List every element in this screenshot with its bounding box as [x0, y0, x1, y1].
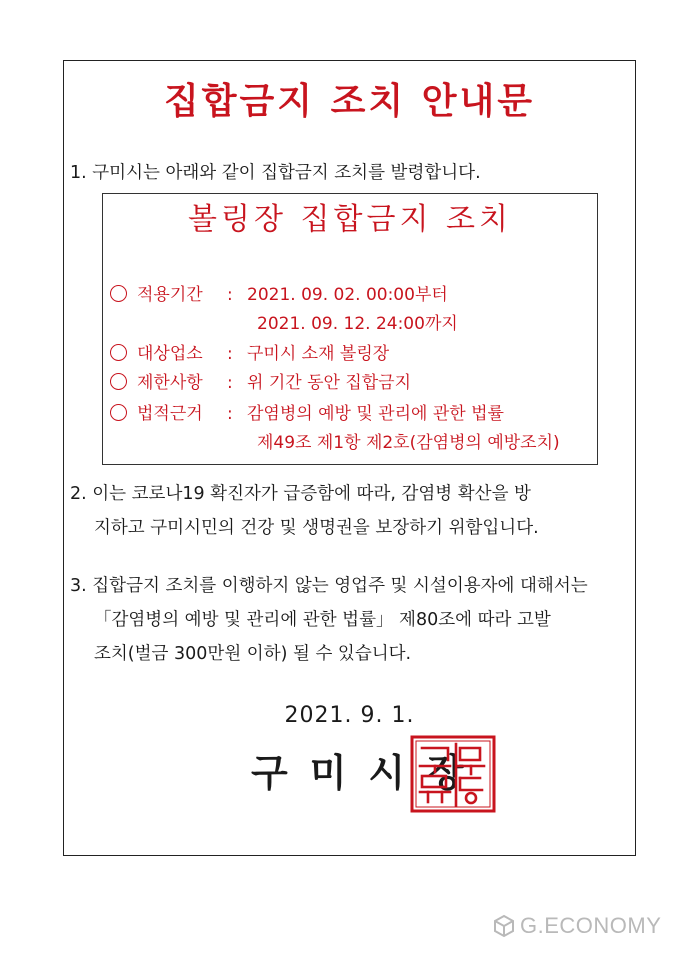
item-separator: :: [227, 404, 233, 424]
notice-box-title: 볼링장 집합금지 조치: [188, 202, 512, 237]
notice-item-legal-basis: [110, 400, 504, 428]
issuer-name: 구미시장: [251, 751, 486, 795]
item-label: 대상업소: [137, 344, 203, 364]
notice-item-target: [110, 340, 389, 368]
document-title: 집합금지 조치 안내문: [163, 81, 536, 122]
item-separator: :: [227, 344, 233, 364]
item-label: 법적근거: [137, 404, 203, 424]
paragraph-line: 조치(벌금 300만원 이하) 될 수 있습니다.: [94, 644, 412, 664]
item-value: 구미시 소재 볼링장: [247, 344, 390, 364]
watermark: [492, 913, 661, 939]
circle-bullet-icon: [110, 404, 127, 421]
paragraph-3: [70, 569, 588, 671]
item-value: 감염병의 예방 및 관리에 관한 법률: [247, 404, 504, 424]
notice-item-restriction: [110, 369, 411, 397]
notice-item-period: [110, 281, 448, 309]
paragraph-2: [70, 477, 539, 545]
paragraph-line: 「감염병의 예방 및 관리에 관한 법률」 제80조에 따라 고발: [94, 610, 551, 630]
item-continuation: 2021. 09. 12. 24:00까지: [257, 314, 458, 334]
item-separator: :: [227, 285, 233, 305]
item-value: 위 기간 동안 집합금지: [247, 373, 412, 393]
circle-bullet-icon: [110, 344, 127, 361]
item-label: 제한사항: [137, 373, 203, 393]
circle-bullet-icon: [110, 373, 127, 390]
item-separator: :: [227, 373, 233, 393]
paragraph-1: 1. 구미시는 아래와 같이 집합금지 조치를 발령합니다.: [70, 163, 481, 183]
item-value: 2021. 09. 02. 00:00부터: [247, 285, 448, 305]
item-label: 적용기간: [137, 285, 203, 305]
issue-date: 2021. 9. 1.: [284, 703, 415, 728]
cube-logo-icon: [492, 914, 516, 938]
official-seal-icon: [408, 734, 498, 814]
paragraph-line: 3. 집합금지 조치를 이행하지 않는 영업주 및 시설이용자에 대해서는: [70, 576, 588, 596]
circle-bullet-icon: [110, 285, 127, 302]
paragraph-line: 2. 이는 코로나19 확진자가 급증함에 따라, 감염병 확산을 방: [70, 484, 531, 504]
paragraph-line: 지하고 구미시민의 건강 및 생명권을 보장하기 위함입니다.: [94, 518, 539, 538]
item-continuation: 제49조 제1항 제2호(감염병의 예방조치): [257, 433, 560, 453]
watermark-text: G.ECONOMY: [520, 913, 662, 938]
